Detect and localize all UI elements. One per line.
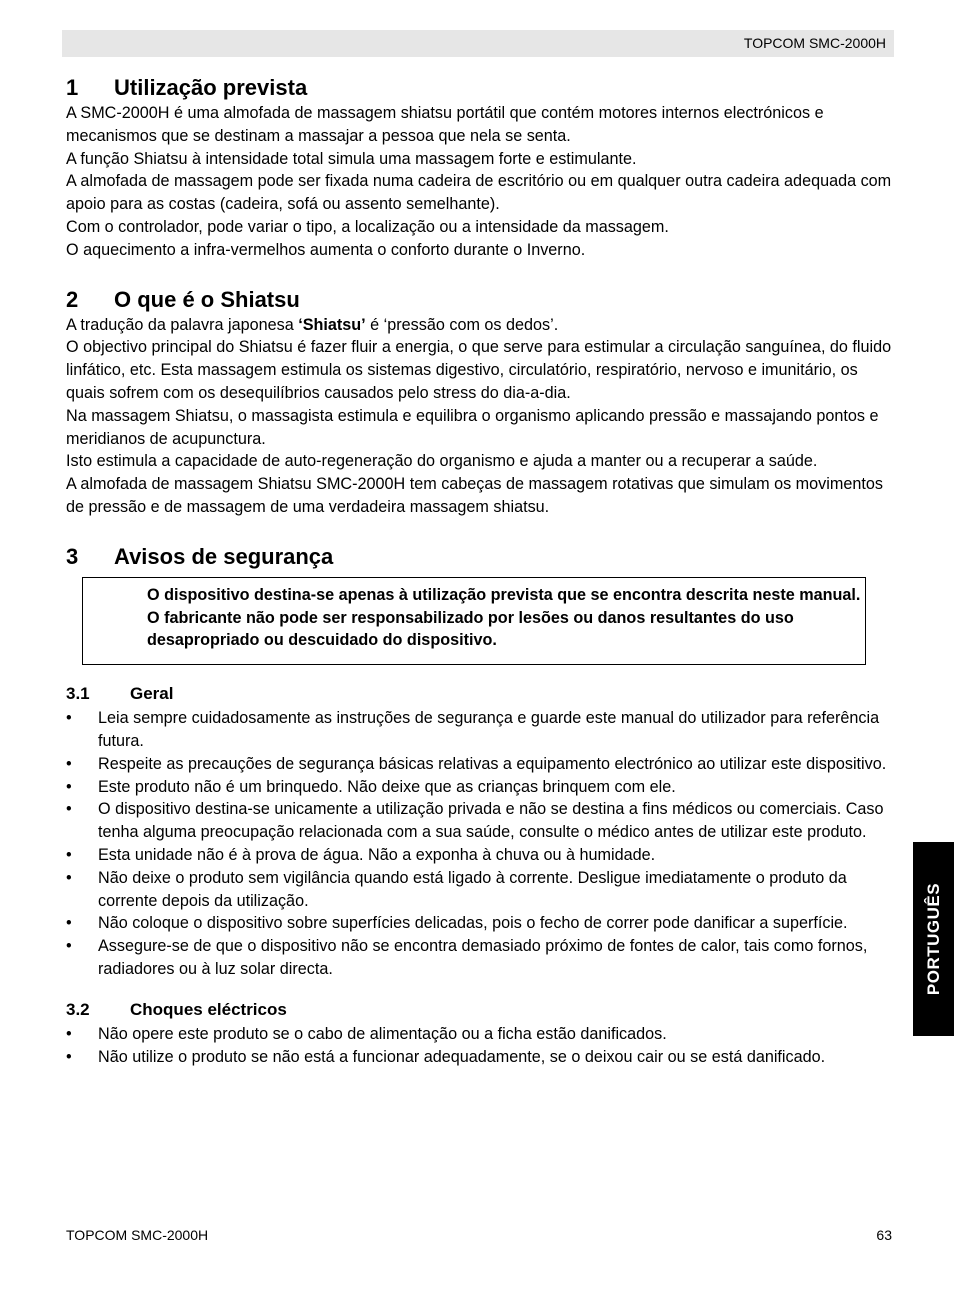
section-title: Avisos de segurança bbox=[114, 543, 334, 569]
section-heading bbox=[66, 543, 894, 571]
header-bar bbox=[62, 30, 894, 57]
bullet-list bbox=[66, 1023, 894, 1069]
bullet-icon: • bbox=[66, 754, 72, 773]
list-item bbox=[66, 798, 894, 844]
list-item-text: Respeite as precauções de segurança básicas relativas a equipamento electrónico ao utilizar este dispositivo. bbox=[98, 754, 887, 773]
footer-title: TOPCOM SMC-2000H bbox=[66, 1227, 209, 1243]
bullet-icon: • bbox=[66, 845, 72, 864]
list-item-text: Não coloque o dispositivo sobre superfícies delicadas, pois o fecho de correr pode danificar a superfície. bbox=[98, 914, 848, 933]
warning-box: O dispositivo destina-se apenas à utilização prevista que se encontra descrita neste manual. O fabricante não pode ser responsabilizado por lesões ou danos resultantes do uso desapropriado ou descuidado do dispositivo. bbox=[82, 577, 866, 665]
bullet-icon: • bbox=[66, 709, 72, 728]
section-1 bbox=[66, 74, 894, 262]
bullet-icon: • bbox=[66, 937, 72, 956]
header-title: TOPCOM SMC-2000H bbox=[743, 35, 886, 51]
paragraph: A função Shiatsu à intensidade total simula uma massagem forte e estimulante. bbox=[66, 149, 637, 168]
intro-term: ‘Shiatsu’ bbox=[298, 315, 366, 334]
list-item bbox=[66, 844, 894, 867]
section-heading bbox=[66, 286, 894, 314]
section-number: 1 bbox=[66, 75, 79, 100]
subsection-heading bbox=[66, 683, 894, 705]
bullet-list bbox=[66, 707, 894, 981]
paragraph: Com o controlador, pode variar o tipo, a localização ou a intensidade da massagem. bbox=[66, 217, 669, 236]
intro-text-end: é ‘pressão com os dedos’. bbox=[365, 315, 559, 334]
paragraph: A almofada de massagem Shiatsu SMC-2000H tem cabeças de massagem rotativas que simulam os movimentos de pressão e de massagem de uma verdadeira massagem shiatsu. bbox=[66, 475, 883, 516]
list-item-text: O dispositivo destina-se unicamente a utilização privada e não se destina a fins médicos ou comerciais. Caso tenha alguma preocupação relacionada com a sua saúde, consulte o médico antes de utilizar este produto. bbox=[98, 800, 884, 842]
list-item bbox=[66, 935, 894, 981]
bullet-icon: • bbox=[66, 868, 72, 887]
list-item bbox=[66, 1023, 894, 1046]
subsection-number: 3.2 bbox=[66, 999, 90, 1019]
paragraph: Isto estimula a capacidade de auto-regeneração do organismo e ajuda a manter ou a recuperar a saúde. bbox=[66, 452, 818, 471]
section-3 bbox=[66, 543, 894, 1069]
paragraph: O objectivo principal do Shiatsu é fazer fluir a energia, o que serve para estimular a circulação sanguínea, do fluido linfático, etc. Esta massagem estimula os sistemas digestivo, circulatório, respiratório, nervoso e imunitário, os quais sofrem com os desequilíbrios causados pelo stress do dia-a-dia. bbox=[66, 338, 892, 402]
bullet-icon: • bbox=[66, 800, 72, 819]
list-item bbox=[66, 707, 894, 753]
list-item bbox=[66, 912, 894, 935]
subsection-title: Choques eléctricos bbox=[130, 999, 287, 1019]
intro-text: A tradução da palavra japonesa bbox=[66, 315, 299, 334]
subsection-number: 3.1 bbox=[66, 684, 90, 704]
list-item bbox=[66, 867, 894, 913]
subsection-title: Geral bbox=[130, 684, 174, 704]
bullet-icon: • bbox=[66, 914, 72, 933]
list-item bbox=[66, 1046, 894, 1069]
section-number: 2 bbox=[66, 286, 79, 312]
list-item-text: Não utilize o produto se não está a funcionar adequadamente, se o deixou cair ou se está danificado. bbox=[98, 1047, 826, 1066]
section-heading bbox=[66, 74, 894, 102]
list-item-text: Este produto não é um brinquedo. Não deixe que as crianças brinquem com ele. bbox=[98, 777, 676, 796]
page-content bbox=[66, 74, 894, 1068]
list-item-text: Não deixe o produto sem vigilância quando está ligado à corrente. Desligue imediatamente o produto da corrente depois da utilização. bbox=[98, 868, 847, 910]
list-item-text: Esta unidade não é à prova de água. Não a exponha à chuva ou à humidade. bbox=[98, 845, 656, 864]
section-title: Utilização prevista bbox=[114, 75, 308, 100]
bullet-icon: • bbox=[66, 1024, 72, 1043]
paragraph: O aquecimento a infra-vermelhos aumenta o conforto durante o Inverno. bbox=[66, 240, 586, 259]
list-item bbox=[66, 776, 894, 799]
section-title: O que é o Shiatsu bbox=[114, 286, 300, 312]
language-tab bbox=[913, 842, 954, 1036]
section-number: 3 bbox=[66, 543, 79, 569]
section-2 bbox=[66, 286, 894, 519]
page-number: 63 bbox=[876, 1227, 892, 1243]
bullet-icon: • bbox=[66, 777, 72, 796]
subsection-heading bbox=[66, 999, 894, 1021]
list-item-text: Não opere este produto se o cabo de alimentação ou a ficha estão danificados. bbox=[98, 1024, 667, 1043]
language-tab-label: PORTUGUÊS bbox=[923, 882, 943, 996]
paragraph: A almofada de massagem pode ser fixada numa cadeira de escritório ou em qualquer outra cadeira adequada com apoio para as costas (cadeira, sofá ou assento semelhante). bbox=[66, 172, 892, 214]
subsection-3-2 bbox=[66, 999, 894, 1069]
paragraph: A SMC-2000H é uma almofada de massagem shiatsu portátil que contém motores internos electrónicos e mecanismos que se destinam a massajar a pessoa que nela se senta. bbox=[66, 104, 824, 145]
list-item bbox=[66, 753, 894, 776]
bullet-icon: • bbox=[66, 1047, 72, 1066]
list-item-text: Assegure-se de que o dispositivo não se encontra demasiado próximo de fontes de calor, tais como fornos, radiadores ou à luz solar directa. bbox=[98, 937, 868, 978]
paragraph-intro bbox=[66, 314, 894, 337]
subsection-3-1 bbox=[66, 683, 894, 981]
paragraph: Na massagem Shiatsu, o massagista estimula e equilibra o organismo aplicando pressão e massajando pontos e meridianos de acupunctura. bbox=[66, 406, 879, 448]
list-item-text: Leia sempre cuidadosamente as instruções de segurança e guarde este manual do utilizador para referência futura. bbox=[98, 709, 880, 750]
